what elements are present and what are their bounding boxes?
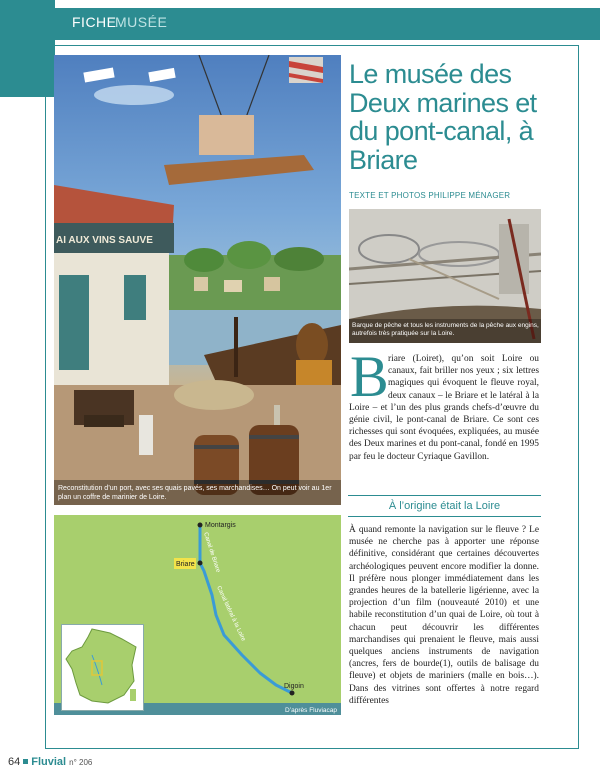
montargis-label: Montargis (205, 522, 236, 529)
drop-cap: B (350, 344, 389, 409)
intro-paragraph (349, 344, 539, 463)
digoin-marker (290, 691, 295, 696)
photo-sign: AI AUX VINS SAUVE (56, 235, 153, 246)
france-outline-illustration (62, 625, 143, 710)
main-photo-caption: Reconstitution d’un port, avec ses quais pavés, ses marchandises… On peut voir au 1er plan un coffre de marinier de Loire. (58, 485, 332, 501)
canal-lateral-label: Canal latéral à la Loire (215, 585, 247, 643)
body-paragraph: À quand remonte la navigation sur le fleuve ? Le musée ne cherche pas à apporter une réponse définitive, considérant que certaines découvertes archéologiques peuvent encore modifier la donne. Il préfère nous plonger immédiatement dans les grandes heures de la batellerie ligérienne, avec la projection d’un film (nouveauté 2010) et une habile reconstitution d’un quai de Loire, où tout à chacun peut découvrir les différentes marchandises qui prenaient le fleuve, mais aussi quelques anciens instruments de navigation (ancres, fers de bourde(1), outils de balisage du fleuve) et objets de mariniers (malle en bois…). Dans des vitrines sont offertes à notre regard différentes (349, 525, 539, 706)
intro-text: riare (Loiret), qu’on soit Loire ou canaux, fait briller nos yeux ; six lettres magiques qui évoquent le fleuve royal, deux canaux – le Briare et le latéral à la Loire – et l’un des plus grands chefs-d’œuvre du génie civil, le pont-canal de Briare. Ce sont ces richesses qui sont évoquées, expliquées, au musée des Deux marines et du pont-canal, fondé en 1995 par feu le docteur Cyriaque Gavillon. (349, 354, 539, 462)
montargis-marker (198, 523, 203, 528)
canal-briare-label: Canal de Briare (202, 531, 221, 574)
map-credit: D’après Fluviacap (285, 707, 338, 714)
museum-port-photo (54, 55, 341, 505)
subsection-label: MUSÉE (115, 14, 168, 30)
section-label: FICHE (72, 14, 117, 30)
byline: TEXTE ET PHOTOS PHILIPPE MÉNAGER (349, 191, 511, 200)
magazine-name: Fluvial (31, 756, 67, 768)
small-photo-caption: Barque de pêche et tous les instruments de la pêche aux engins, autrefois très pratiquée sur la Loire. (352, 322, 539, 337)
article-title: Le musée des Deux marines et du pont-canal, à Briare (349, 59, 537, 175)
briare-label: Briare (176, 561, 195, 568)
page-footer (8, 756, 92, 768)
issue-number: n° 206 (69, 758, 93, 767)
bullet-square-icon (23, 759, 28, 764)
digoin-label: Digoin (284, 683, 304, 690)
port-scene-illustration (54, 55, 341, 505)
section-subheading: À l’origine était la Loire (348, 495, 541, 517)
briare-marker (198, 561, 203, 566)
france-inset-map (61, 624, 144, 711)
page-number: 64 (8, 756, 21, 768)
